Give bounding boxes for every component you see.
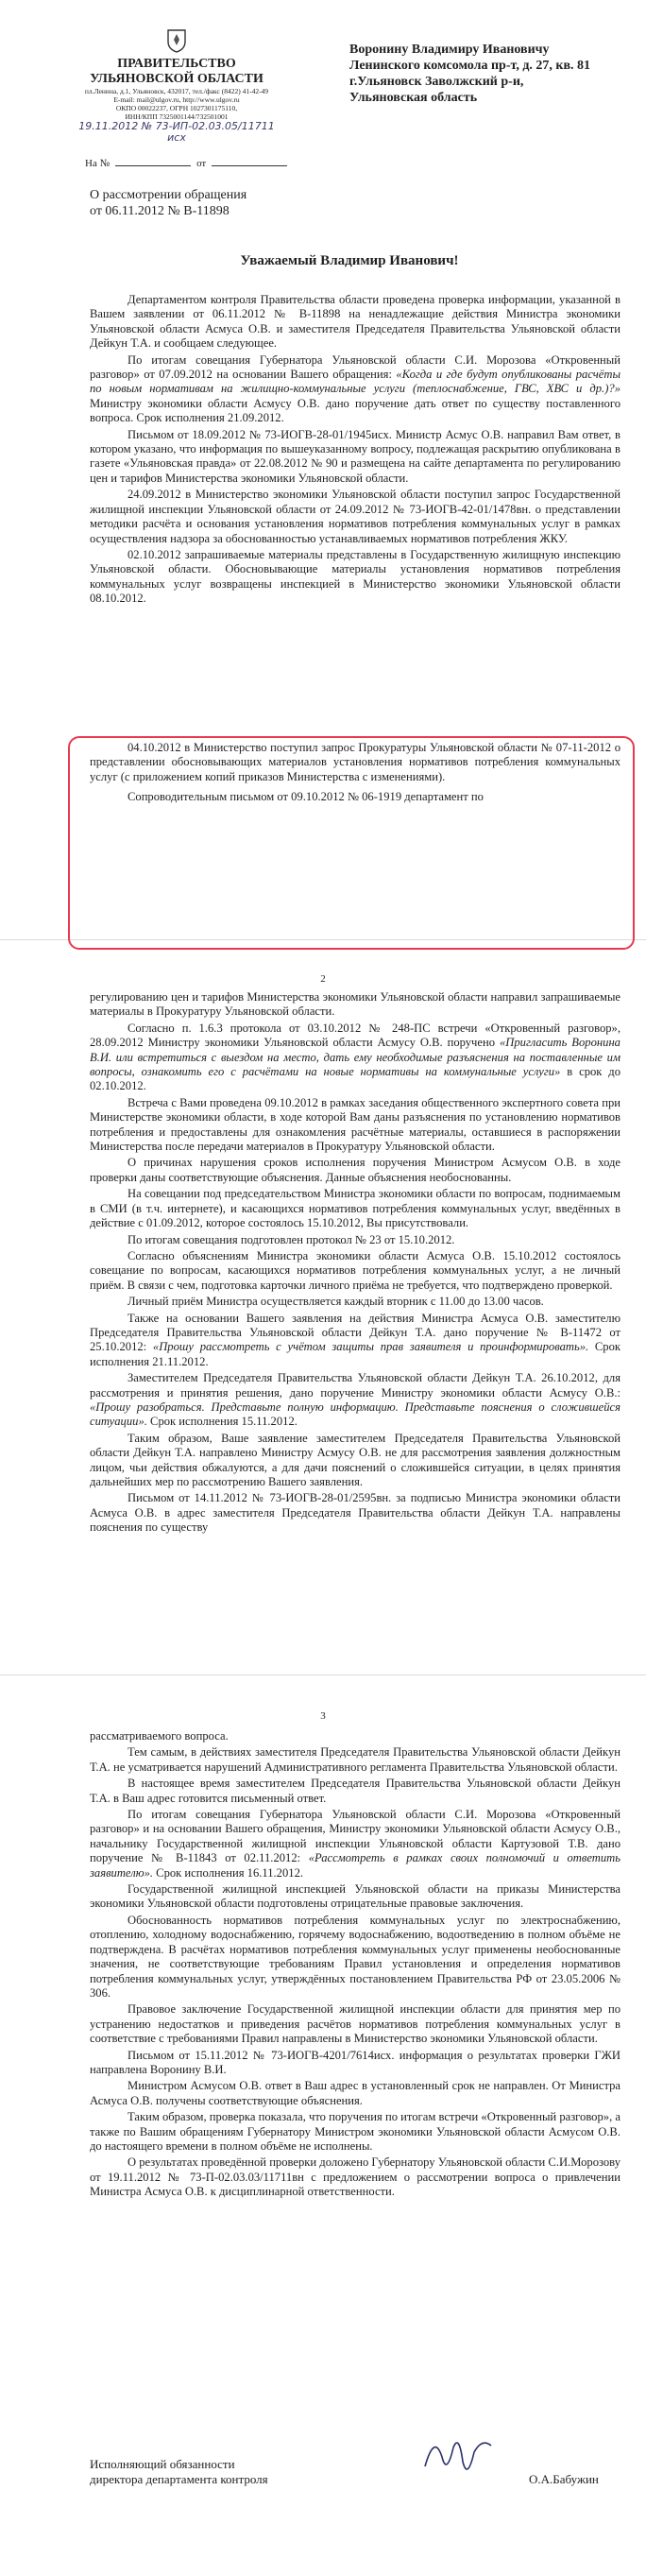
page-number: 3 <box>320 1710 326 1722</box>
paragraph: Обоснованность нормативов потребления коммунальных услуг по электроснабжению, отоплению, холодному водоснабжению, горячему водоснабжению, водоотведению в полном объёме не подтверждена. В расчётах нормативов потребления коммунальных услуг применены необоснованные значения, не соответствующие требованиям Правил установления и определения нормативов потребления коммунальных услуг, утверждённых постановлением Правительства РФ от 23.05.2006 № 306. <box>90 1913 620 2000</box>
paragraph: 04.10.2012 в Министерство поступил запрос Прокуратуры Ульяновской области № 07-11-2012 о представлении обосновывающих материалов установления нормативов потребления коммунальных услуг (с приложением копий приказов Министерства с изменениями). <box>90 741 620 783</box>
page-number: 2 <box>320 973 326 985</box>
paragraph: Согласно объяснениям Министра экономики области Асмуса О.В. 15.10.2012 состоялось совещание по вопросам, касающихся нормативов потребления коммунальных услуг, а не личный приём. В связи с чем, подготовка карточки личного приёма не требуется, что подтверждено проверкой. <box>90 1248 620 1292</box>
paragraph: Государственной жилищной инспекцией Ульяновской области на приказы Министерства экономики Ульяновской области подготовлены отрицательные правовые заключения. <box>90 1882 620 1911</box>
paragraph: В настоящее время заместителем Председателя Правительства Ульяновской области Дейкун Т.А. в Ваш адрес готовится письменный ответ. <box>90 1777 620 1805</box>
paragraph: Заместителем Председателя Правительства Ульяновской области Дейкун Т.А. 26.10.2012, для рассмотрения и принятия решения, дано поручение Министру экономики области Асмусу О.В.: «Прошу разобраться. Представьте полную информацию. Представьте пояснения о сложившейся ситуации». Срок исполнения 15.11.2012. <box>90 1371 620 1429</box>
document-page-2 <box>0 945 646 1663</box>
paragraph: Таким образом, Ваше заявление заместителем Председателя Правительства Ульяновской области Дейкун Т.А. направлено Министру Асмусу О.В. не для рассмотрения заявления должностным лицом, чьи действия обжалуются, а для дачи пояснений о сложившейся ситуации, в целях принятия дальнейших мер по рассмотрению Вашего заявления. <box>90 1431 620 1488</box>
greeting: Уважаемый Владимир Иванович! <box>240 253 459 268</box>
org-name-line2: УЛЬЯНОВСКОЙ ОБЛАСТИ <box>90 72 264 86</box>
handwritten-signature <box>416 2429 501 2485</box>
page1-body <box>90 293 620 609</box>
addressee-block <box>349 42 633 106</box>
paragraph: Правовое заключение Государственной жилищной инспекции области для принятия мер по устранению недостатков и приведения расчётов нормативов потребления коммунальных услуг в соответствие с требованиями Правил направлены в Министерство экономики Ульяновской области. <box>90 2002 620 2046</box>
page3-body <box>90 1729 620 2202</box>
paragraph: 24.09.2012 в Министерство экономики Ульяновской области поступил запрос Государственной жилищной инспекции Ульяновской области от 24.09.2012 № 73-ИОГВ-42-01/1478вн. о представлении методики расчёта и основания установления нормативов потребления коммунальных услуг в рамках осуществления надзора за обоснованностью устанавливаемых нормативов потребления ЖКУ. <box>90 488 620 545</box>
subject-line: О рассмотрении обращения от 06.11.2012 № В-11898 <box>90 188 247 218</box>
paragraph: На совещании под председательством Министра экономики области по вопросам, поднимаемым в СМИ (в т.ч. интернете), и касающихся нормативов потребления коммунальных услуг, введённых в действие с 01.09.2012, которое состоялось 15.10.2012, Вы присутствовали. <box>90 1187 620 1230</box>
paragraph: По итогам совещания Губернатора Ульяновской области С.И. Морозова «Откровенный разговор» и на основании Вашего обращения, Министру экономики Ульяновской области Асмусу О.В., начальнику Государственной жилищной инспекции Ульяновской области Картузовой Т.В. дано поручение № В-11843 от 02.11.2012: «Рассмотреть в рамках своих полномочий и ответить заявителю». Срок исполнения 16.11.2012. <box>90 1808 620 1880</box>
addressee-name: Воронину Владимиру Ивановичу <box>349 43 550 57</box>
red-highlight-frame <box>68 736 635 950</box>
paragraph: Личный приём Министра осуществляется каждый вторник с 11.00 до 13.00 часов. <box>128 1295 544 1309</box>
paragraph: По итогам совещания Губернатора Ульяновской области С.И. Морозова «Откровенный разговор» от 07.09.2012 на основании Вашего обращения: «Когда и где будут опубликованы расчёты по новым нормативам на жилищно-коммунальные услуги (теплоснабжение, ГВС, ХВС и др.)?» Министру экономики области Асмусу О.В. дано поручение дать ответ по существу поставленного вопроса. Срок исполнения 21.09.2012. <box>90 352 620 425</box>
org-address: пл.Ленина, д.1, Ульяновск, 432017, тел./факс (8422) 41-42-49 <box>84 87 269 95</box>
page-divider <box>0 1674 646 1675</box>
paragraph: регулированию цен и тарифов Министерства экономики Ульяновской области направил запрашиваемые материалы в Прокуратуру Ульяновской области. <box>90 990 620 1019</box>
org-codes-2: ИНН/КПП 7325001144/732501001 <box>125 112 229 121</box>
reference-number-line <box>85 156 293 169</box>
paragraph: Согласно п. 1.6.3 протокола от 03.10.2012 № 248-ПС встречи «Откровенный разговор», 28.09.2012 Министру экономики Ульяновской области Асмусу О.В. поручено «Пригласить Воронина В.И. или встретиться с выездом на место, дать ему необходимые разъяснения на поставленные им вопросы, ознакомить его с расчётами на новые нормативы на коммунальные услуги» в срок до 02.10.2012. <box>90 1021 621 1093</box>
paragraph: Департаментом контроля Правительства области проведена проверка информации, указанной в Вашем заявлении от 06.11.2012 № В-11898 на ненадлежащие действия Министра экономики Ульяновской области Асмуса О.В. и заместителя Председателя Правительства Ульяновской области Дейкун Т.А. и сообщаем следующее. <box>90 293 620 351</box>
addressee-street: Ленинского комсомола пр-т, д. 27, кв. 81 <box>349 59 591 73</box>
paragraph: Тем самым, в действиях заместителя Председателя Правительства Ульяновской области Дейкун Т.А. не усматривается нарушений Административного регламента Правительства Ульяновской области. <box>90 1745 620 1774</box>
signatory-title: Исполняющий обязанности директора департамента контроля <box>90 2457 268 2486</box>
addressee-city: г.Ульяновск Заволжский р-и, <box>349 75 524 89</box>
page2-body <box>90 990 620 1537</box>
paragraph: рассматриваемого вопроса. <box>90 1729 229 1743</box>
org-email: E-mail: mail@ulgov.ru, http://www.ulgov.ru <box>113 95 240 104</box>
paragraph: Также на основании Вашего заявления на действия Министра Асмуса О.В. заместителю Председателя Правительства Ульяновской области Дейкун Т.А. дано поручение № В-11472 от 25.10.2012: «Прошу рассмотреть с учётом защиты прав заявителя и проинформировать». Срок исполнения 21.11.2012. <box>90 1311 620 1368</box>
paragraph: По итогам совещания подготовлен протокол № 23 от 15.10.2012. <box>128 1232 455 1246</box>
paragraph: Сопроводительным письмом от 09.10.2012 № 06-1919 департамент по <box>128 790 484 804</box>
paragraph: Министром Асмусом О.В. ответ в Ваш адрес в установленный срок не направлен. От Министра Асмуса О.В. получены соответствующие объяснения. <box>90 2079 620 2107</box>
paragraph: Письмом от 15.11.2012 № 73-ИОГВ-4201/7614исх. информация о результатах проверки ГЖИ направлена Воронину В.И. <box>90 2048 620 2076</box>
paragraph: О причинах нарушения сроков исполнения поручения Министром Асмусом О.В. в ходе проверки даны соответствующие объяснения. Данные объяснения необоснованны. <box>90 1156 620 1184</box>
num-label: На № <box>85 158 110 169</box>
paragraph: Встреча с Вами проведена 09.10.2012 в рамках заседания общественного экспертного совета при Министерстве экономики области, в ходе которой Вам даны разъяснения по установлению нормативов потребления и предоставлены для ознакомления расчётные материалы, оставшиеся в распоряжении Министерства после передачи материалов в Прокуратуру Ульяновской области. <box>90 1095 620 1154</box>
paragraph: Таким образом, проверка показала, что поручения по итогам встречи «Откровенный разговор», а также по Вашим обращениям Губернатору Министром экономики Ульяновской области Асмусом О.В. до настоящего времени в полном объёме не исполнены. <box>90 2110 620 2153</box>
document-page-3 <box>0 1682 646 2576</box>
addressee-region: Ульяновская область <box>349 91 478 105</box>
from-label: от <box>196 158 207 169</box>
coat-of-arms-icon <box>166 28 187 53</box>
handwritten-outgoing-number: 19.11.2012 № 73-ИП-02.03.05/11711 исх <box>78 120 275 144</box>
paragraph: О результатах проведённой проверки доложено Губернатору Ульяновской области С.И.Морозову от 19.11.2012 № 73-П-02.03.03/11711вн с предложением о рассмотрении вопроса о привлечении Министра Асмуса О.В. к дисциплинарной ответственности. <box>90 2155 620 2199</box>
signatory-name: О.А.Бабужин <box>529 2472 599 2486</box>
paragraph: Письмом от 18.09.2012 № 73-ИОГВ-28-01/1945исх. Министр Асмус О.В. направил Вам ответ, в котором указано, что информация по вышеуказанному вопросу, подлежащая раскрытию опубликована в газете «Ульяновская правда» от 22.08.2012 № 90 и размещена на сайте департамента по регулированию цен и тарифов Министерства экономики Ульяновской области. <box>90 427 620 485</box>
paragraph: Письмом от 14.11.2012 № 73-ИОГВ-28-01/2595вн. за подписью Министра экономики области Асмуса О.В. в адрес заместителя Председателя Правительства области Дейкун Т.А. направлены пояснения по существу <box>90 1491 620 1535</box>
org-codes: ОКПО 00022237, ОГРН 1027301175110, <box>115 104 238 112</box>
paragraph: 02.10.2012 запрашиваемые материалы представлены в Государственную жилищную инспекцию Ульяновской области. Обосновывающие материалы установления нормативов потребления коммунальных услуг возвращены инспекцией в Министерство экономики Ульяновской области 08.10.2012. <box>90 547 620 606</box>
letterhead-stamp <box>68 28 285 144</box>
org-name-line1: ПРАВИТЕЛЬСТВО <box>117 57 236 71</box>
